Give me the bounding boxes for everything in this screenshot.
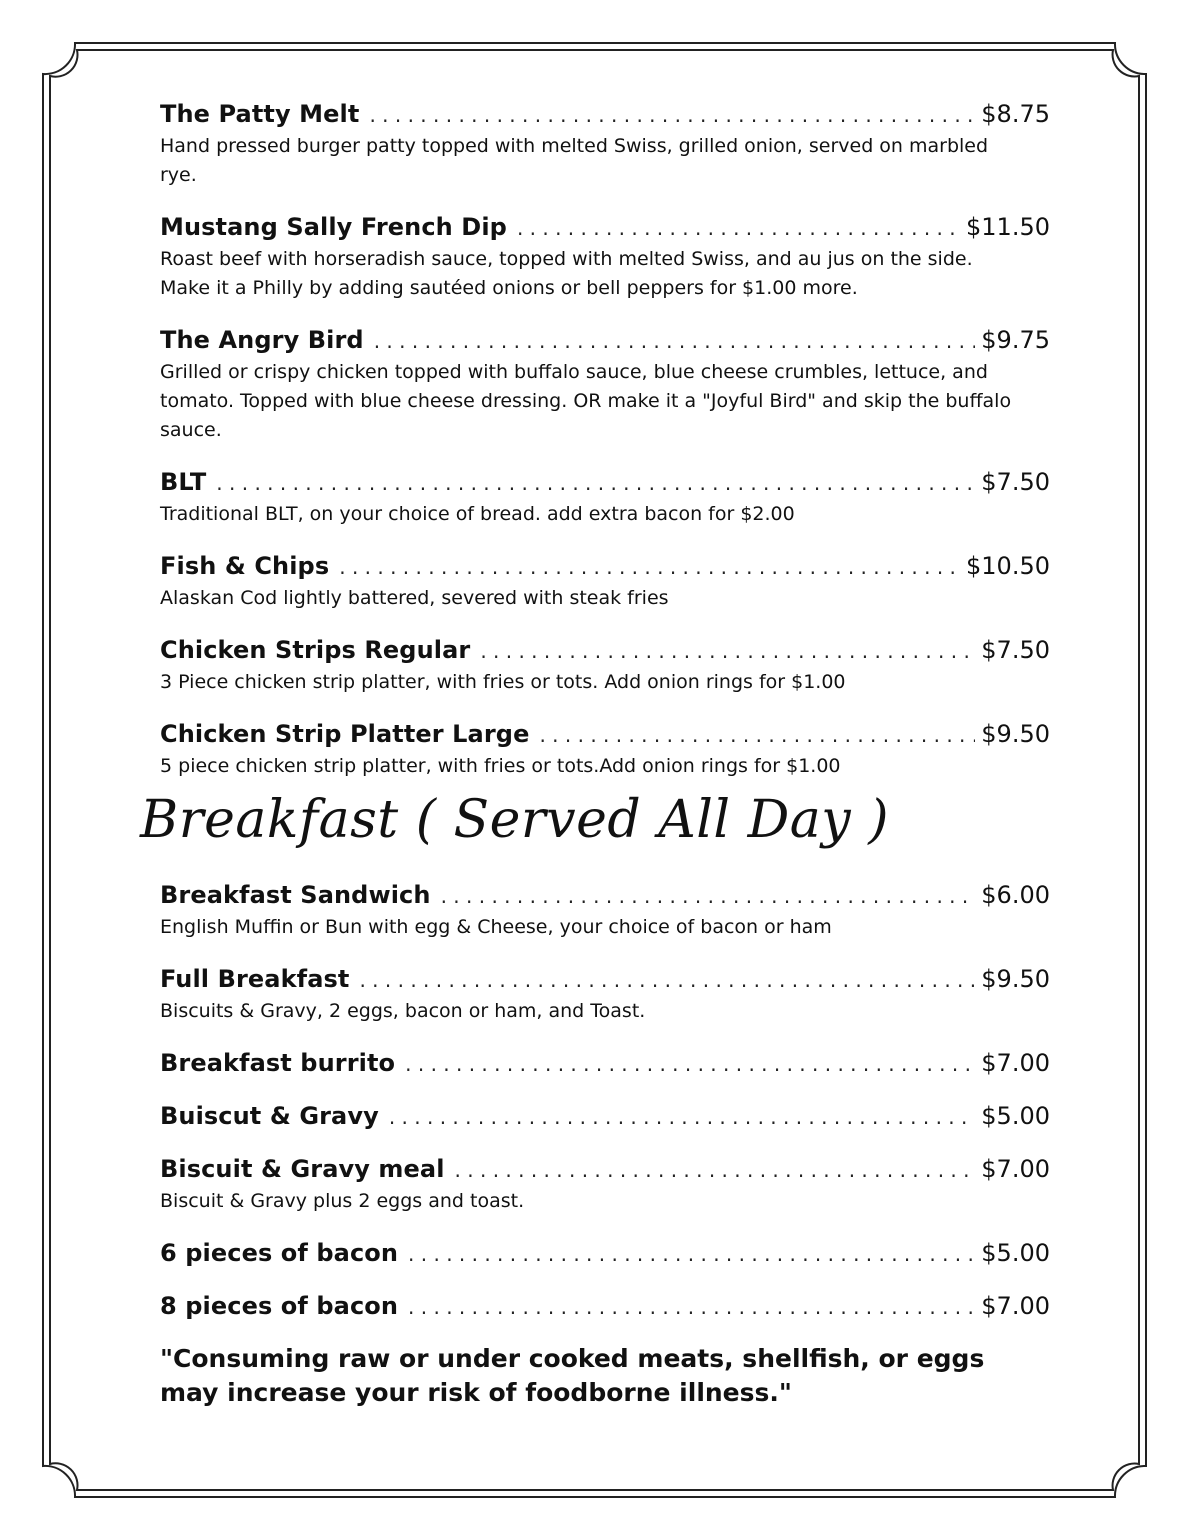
item-name: Chicken Strip Platter Large	[160, 720, 530, 748]
item-description: Biscuits & Gravy, 2 eggs, bacon or ham, and Toast.	[160, 1000, 646, 1022]
dot-leader	[405, 1047, 975, 1081]
item-price: $5.00	[981, 1239, 1050, 1267]
menu-item-blt	[160, 465, 1050, 529]
breakfast-menu-list	[160, 878, 1050, 1410]
dot-leader	[389, 1100, 975, 1134]
item-name: The Patty Melt	[160, 100, 360, 128]
dot-leader	[517, 211, 960, 245]
item-description: 5 piece chicken strip platter, with fries or tots.Add onion rings for $1.00	[160, 755, 841, 777]
item-price: $9.75	[981, 326, 1050, 354]
item-description: Roast beef with horseradish sauce, topped with melted Swiss, and au jus on the side. Make it a Philly by adding sautéed onions or bell peppers for $1.00 more.	[160, 248, 973, 299]
item-description: Traditional BLT, on your choice of bread. add extra bacon for $2.00	[160, 503, 795, 525]
item-price: $9.50	[981, 965, 1050, 993]
menu-item-6-bacon	[160, 1236, 1050, 1271]
item-description: Biscuit & Gravy plus 2 eggs and toast.	[160, 1190, 525, 1212]
dot-leader	[339, 550, 960, 584]
item-description: Hand pressed burger patty topped with melted Swiss, grilled onion, served on marbled rye.	[160, 135, 989, 186]
dot-leader	[216, 466, 975, 500]
menu-item-chicken-strips-regular	[160, 633, 1050, 697]
menu-item-biscuit-gravy	[160, 1099, 1050, 1134]
item-name: The Angry Bird	[160, 326, 364, 354]
item-price: $7.00	[981, 1292, 1050, 1320]
item-price: $7.00	[981, 1155, 1050, 1183]
item-description: English Muffin or Bun with egg & Cheese, your choice of bacon or ham	[160, 916, 832, 938]
dot-leader	[359, 963, 975, 997]
item-name: 8 pieces of bacon	[160, 1292, 399, 1320]
dot-leader	[441, 879, 976, 913]
item-name: Fish & Chips	[160, 552, 330, 580]
menu-item-fish-chips	[160, 549, 1050, 613]
dot-leader	[539, 718, 975, 752]
item-price: $7.00	[981, 1049, 1050, 1077]
dot-leader	[408, 1290, 975, 1324]
item-name: Mustang Sally French Dip	[160, 213, 507, 241]
sandwich-menu-list	[160, 97, 1050, 801]
dot-leader	[408, 1237, 975, 1271]
menu-item-biscuit-gravy-meal	[160, 1152, 1050, 1216]
dot-leader	[369, 98, 975, 132]
item-name: Breakfast Sandwich	[160, 881, 431, 909]
item-name: Buiscut & Gravy	[160, 1102, 379, 1130]
item-price: $8.75	[981, 100, 1050, 128]
menu-item-breakfast-burrito	[160, 1046, 1050, 1081]
item-price: $9.50	[981, 720, 1050, 748]
dot-leader	[480, 634, 975, 668]
item-name: Biscuit & Gravy meal	[160, 1155, 445, 1183]
item-price: $7.50	[981, 636, 1050, 664]
item-name: BLT	[160, 468, 207, 496]
dot-leader	[374, 324, 976, 358]
menu-item-chicken-strip-platter-large	[160, 717, 1050, 781]
dot-leader	[455, 1153, 976, 1187]
item-price: $6.00	[981, 881, 1050, 909]
menu-item-angry-bird	[160, 323, 1050, 445]
item-name: Breakfast burrito	[160, 1049, 396, 1077]
menu-item-8-bacon	[160, 1289, 1050, 1324]
food-safety-notice: "Consuming raw or under cooked meats, shellfish, or eggs may increase your risk of foodborne illness."	[160, 1344, 985, 1407]
menu-item-breakfast-sandwich	[160, 878, 1050, 942]
breakfast-section-title: Breakfast ( Served All Day )	[140, 790, 889, 850]
item-price: $11.50	[966, 213, 1050, 241]
item-description: Alaskan Cod lightly battered, severed with steak fries	[160, 587, 669, 609]
menu-item-french-dip	[160, 210, 1050, 303]
item-description: Grilled or crispy chicken topped with buffalo sauce, blue cheese crumbles, lettuce, and tomato. Topped with blue cheese dressing. OR make it a "Joyful Bird" and skip the buffalo sauce.	[160, 361, 1012, 441]
menu-item-patty-melt	[160, 97, 1050, 190]
item-name: Full Breakfast	[160, 965, 350, 993]
item-description: 3 Piece chicken strip platter, with fries or tots. Add onion rings for $1.00	[160, 671, 846, 693]
item-price: $10.50	[966, 552, 1050, 580]
item-name: Chicken Strips Regular	[160, 636, 471, 664]
menu-item-full-breakfast	[160, 962, 1050, 1026]
item-name: 6 pieces of bacon	[160, 1239, 399, 1267]
item-price: $5.00	[981, 1102, 1050, 1130]
item-price: $7.50	[981, 468, 1050, 496]
